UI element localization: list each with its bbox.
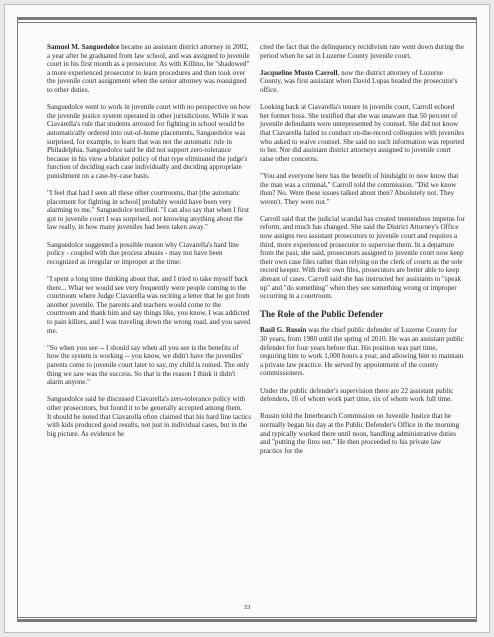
paragraph <box>47 43 252 95</box>
top-border-thick <box>17 17 477 20</box>
paragraph-text: Russin told the Interbranch Commission on Juvenile Justice that he normally began his day at the Public Defender's Office in the morning and typically worked there until noon, handling administrative duties and "putting the fires out." He then proceeded to his private law practice for the <box>260 412 460 455</box>
paragraph-text: Under the public defender's supervision there are 22 assistant public defenders, 16 of whom work part time, six of whom work full time. <box>260 386 454 404</box>
document-page <box>4 4 490 633</box>
paragraph-text: "So when you see -- I should say when all you see is the benefits of how the system is working -- you know, we didn't have the juveniles' parents come to juvenile court later to say, my child is ruined. The only thing we saw was the success. So that is the reason I think it didn't alarm anyone." <box>47 343 250 387</box>
paragraph <box>47 395 252 412</box>
paragraph-text: "I feel that had I seen all these other courtrooms, that [the automatic placement for fighting in school] probably would have been very alarming to me," Sanguedolce testified. "I can also say that when I first got to juvenile court I was surprised, not knowing anything about the law really, in how many juveniles had been taken away." <box>47 189 249 232</box>
paragraph-text: Looking back at Ciavarella's tenure in juvenile court, Carroll echoed her former boss. She testified that she was unaware that 50 percent of juvenile defendants were unrepresented by counsel. She did not know that Ciavarella failed to conduct on-the-record colloquies with juveniles who asked to waive counsel. She said no such information was reported to her. Nor did assistant district attorneys assigned to juvenile court raise other concerns. <box>260 103 465 163</box>
paragraph-text: Carroll said that the judicial scandal has created tremendous impetus for reform, and much has changed. She said the District Attorney's Office now assigns two assistant prosecutors to juvenile court and requires a third, more experienced prosecutor to supervise them. In a departure from the past, she said, prosecutors assigned to juvenile court now keep their own case files rather than relying on the clerk of courts as the sole record keeper. With their own files, prosecutors are better able to keep abreast of cases. Carroll said she has instructed her assistants to "speak up" and "do something" when they see something wrong or improper occurring in a courtroom. <box>260 214 465 301</box>
paragraph <box>260 387 465 404</box>
paragraph-text: Sanguedolce said he discussed Ciavarella's zero-tolerance policy with other prosecutors, but found it to be generally accepted among them. <box>47 395 246 412</box>
paragraph-lead: Jacqueline Musto Carroll <box>260 68 338 77</box>
paragraph <box>47 189 252 232</box>
paragraph <box>47 413 252 439</box>
paragraph <box>260 412 465 455</box>
paragraph-lead: Basil G. Russin <box>260 326 307 335</box>
paragraph-text: , now the district attorney of Luzerne County, was first assistant when David Lupas headed the prosecutor's office. <box>260 68 458 94</box>
paragraph-text: became an assistant district attorney in 2002, a year after he graduated from law school, and was assigned to juvenile court in his first month as a prosecutor. As with Killino, he "shadowed" a more experienced prosecutor to learn procedures and then took over the juvenile court assignment when the senior attorney was reassigned to other duties. <box>47 43 250 94</box>
paragraph-text: "I spent a long time thinking about that, and I tried to take myself back there... What we would see very frequently were people coming to the courtroom where Judge Ciavarella was reciting a letter that he got from another juvenile. The parents and teachers would come to the courtroom and thank him and say things like, you know, I was addicted to pain killers, and I was traveling down the wrong road, and you saved me. <box>47 275 251 335</box>
paragraph-text: It should be noted that Ciavarella often claimed that his hard line tactics with kids produced good results, not just in individual cases, but in the big picture. As evidence he <box>47 412 252 438</box>
paragraph-text: Sanguedolce went to work in juvenile court with no perspective on how the juvenile justice system operated in other jurisdictions. While it was Ciavarella's rule that students arrested for fighting in school would be automatically ordered into out-of-home placements, Sanguedolce was surprised, for example, to learn that was not the automatic rule in Philadelphia. Sanguedolce said he did not support zero-tolerance because in his view a blanket policy of that type eliminated the judge's function of deciding each case individually and deciding appropriate punishment on a case-by-case basis. <box>47 103 251 180</box>
page-number: 33 <box>243 604 251 611</box>
paragraph <box>47 241 252 267</box>
paragraph <box>260 172 465 206</box>
paragraph <box>260 215 465 301</box>
paragraph <box>47 275 252 335</box>
paragraph <box>260 326 465 378</box>
paragraph-text: "You and everyone here has the benefit of hindsight to now know that the man was a criminal," Carroll told the commission. "Did we know then? No. Were these issues talked about then? Absolutely not. They weren't. They were not." <box>260 171 459 206</box>
paragraph-text: was the chief public defender of Luzerne County for 30 years, from 1980 until the spring of 2010. He was an assistant public defender for four years before that. His position was part time, requiring him to work 1,000 hours a year, and allowing him to maintain a private law practice. He served by appointment of the county commissioners. <box>260 326 464 378</box>
left-column <box>47 43 252 447</box>
paragraph <box>260 43 465 60</box>
right-column <box>260 43 465 464</box>
paragraph <box>47 344 252 387</box>
top-border-thin <box>17 22 477 23</box>
right-border <box>476 17 477 622</box>
paragraph <box>260 103 465 163</box>
left-border <box>17 17 18 622</box>
paragraph <box>47 103 252 180</box>
paragraph-text: Sanguedolce suggested a possible reason why Ciavarella's hard line policy - coupled with due process abuses - may not have been recognized as irregular or improper at the time: <box>47 240 239 266</box>
section-heading: The Role of the Public Defender <box>260 309 384 320</box>
paragraph <box>260 69 465 95</box>
paragraph-text: cited the fact that the delinquency recidivism rate went down during the period when he sat in Luzerne County juvenile court. <box>260 43 464 60</box>
bottom-border-thick <box>17 619 477 622</box>
paragraph-lead: Samuel M. Sanguedolce <box>47 43 120 51</box>
bottom-border-thin <box>17 617 477 618</box>
